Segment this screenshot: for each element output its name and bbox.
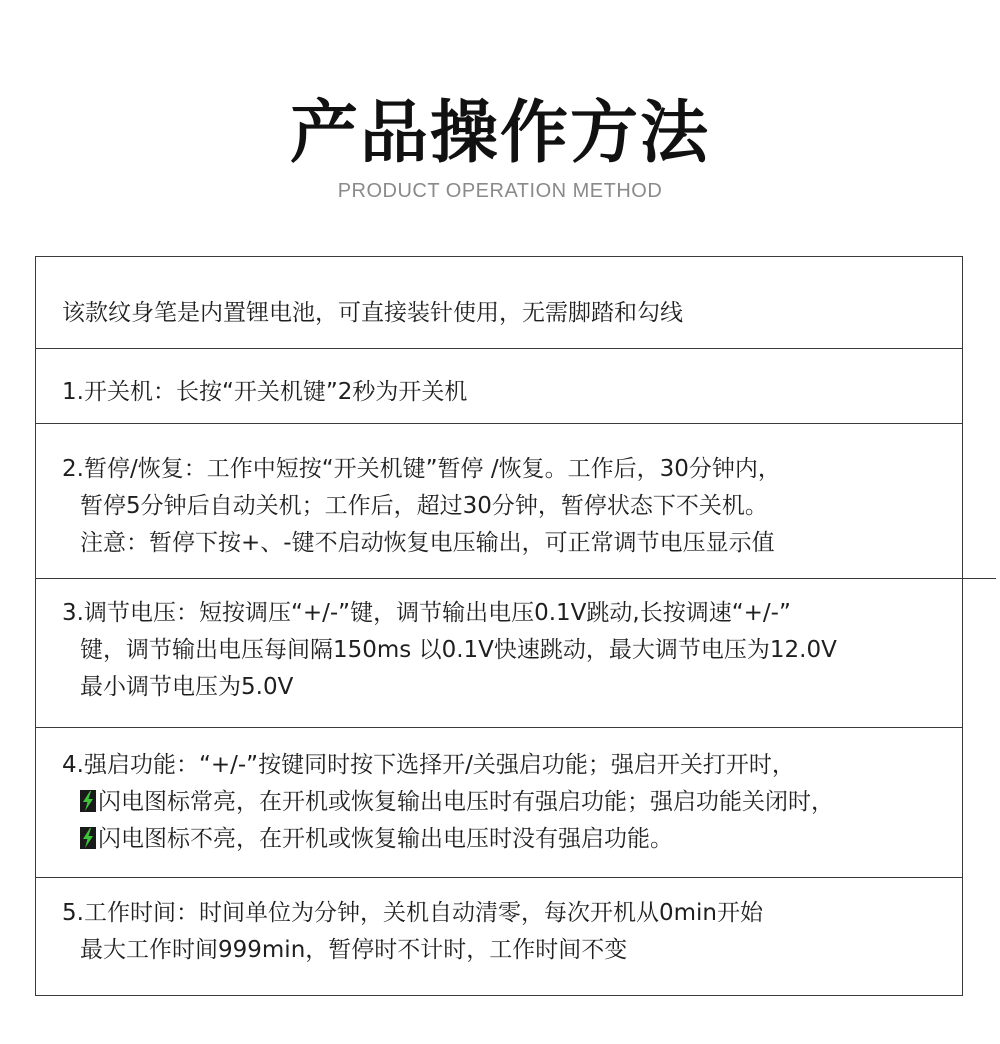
step-power-text: 1.开关机：长按“开关机键”2秒为开关机 [62, 379, 468, 405]
step-voltage-line-2: 键，调节输出电压每间隔150ms 以0.1V快速跳动，最大调节电压为12.0V [80, 637, 837, 663]
row-divider [36, 877, 962, 878]
row-divider [36, 578, 996, 579]
step-worktime-row [36, 895, 962, 969]
intro-text: 该款纹身笔是内置锂电池，可直接装针使用，无需脚踏和勾线 [62, 300, 683, 326]
row-divider [36, 423, 962, 424]
lightning-bolt-icon [80, 790, 96, 812]
step-power-row [36, 374, 962, 411]
step-boost-line-3: 闪电图标不亮，在开机或恢复输出电压时没有强启功能。 [62, 821, 962, 858]
page-subtitle: PRODUCT OPERATION METHOD [337, 180, 663, 202]
step-pause-line-1: 2.暂停/恢复：工作中短按“开关机键”暂停 /恢复。工作后，30分钟内， [62, 456, 781, 482]
step-boost-line-1: 4.强启功能：“+/-”按键同时按下选择开/关强启功能；强启开关打开时， [62, 752, 795, 778]
instructions-table [35, 256, 963, 996]
page-title: 产品操作方法 [289, 94, 710, 173]
lightning-bolt-icon [80, 827, 96, 849]
step-pause-line-2: 暂停5分钟后自动关机；工作后，超过30分钟，暂停状态下不关机。 [80, 493, 768, 519]
step-voltage-line-1: 3.调节电压：短按调压“+/-”键，调节输出电压0.1V跳动,长按调速“+/-” [62, 600, 791, 626]
step-voltage-line-3: 最小调节电压为5.0V [80, 674, 294, 700]
step-pause-row [36, 451, 962, 562]
step-boost-line-2: 闪电图标常亮，在开机或恢复输出电压时有强启功能；强启功能关闭时， [62, 784, 962, 821]
row-divider [36, 727, 962, 728]
step-voltage-row [36, 595, 962, 706]
step-boost-row [36, 747, 962, 858]
step-worktime-line-1: 5.工作时间：时间单位为分钟，关机自动清零，每次开机从0min开始 [62, 900, 763, 926]
intro-row [36, 295, 962, 332]
step-worktime-line-2: 最大工作时间999min，暂停时不计时，工作时间不变 [80, 937, 628, 963]
row-divider [36, 348, 962, 349]
step-pause-line-3: 注意：暂停下按+、-键不启动恢复电压输出，可正常调节电压显示值 [80, 530, 775, 556]
